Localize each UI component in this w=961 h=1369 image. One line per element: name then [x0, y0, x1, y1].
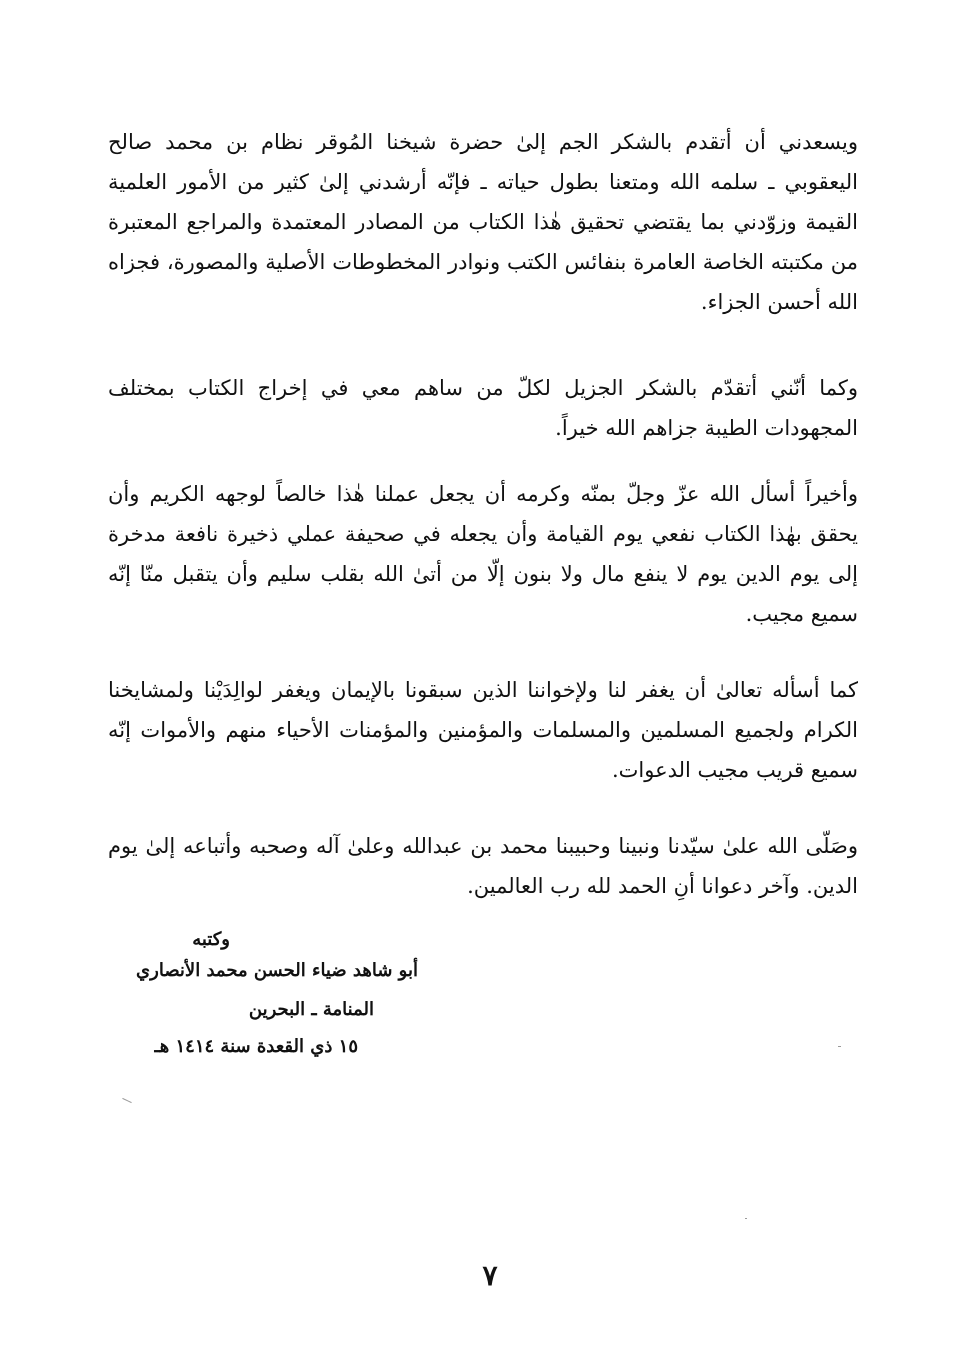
paragraph-salutation: وصَلّى الله علىٰ سيّدنا ونبينا وحبيبنا محمد بن عبدالله وعلىٰ آله وصحبه وأتباعه إلىٰ يوم الدين. وآخر دعوانا أنِ الحمد لله رب العالمين. [108, 834, 858, 898]
signature-author-name: أبو شاهد ضياء الحسن محمد الأنصاري [136, 960, 418, 981]
scan-speck [745, 1218, 747, 1219]
paragraph-forgiveness-prayer: كما أسأله تعالىٰ أن يغفر لنا ولإخواننا الذين سبقونا بالإيمان ويغفر لوالِدَيْنا ولمشايخنا الكرام ولجميع المسلمين والمسلمات والمؤمنين والمؤمنات الأحياء منهم والأموات إنّه سميع قريب مجيب الدعوات. [108, 678, 858, 782]
page-number: ٧ [482, 1259, 498, 1292]
paragraph-acknowledgement-sheikh: ويسعدني أن أتقدم بالشكر الجم إلىٰ حضرة شيخنا المُوقر نظام بن محمد صالح اليعقوبي ـ سلمه الله ومتعنا بطول حياته ـ فإنّه أرشدني إلىٰ كثير من الأمور العلمية القيمة وزوّدني بما يقتضي تحقيق هٰذا الكتاب من المصادر المعتمدة والمراجع المعتبرة من مكتبته الخاصة العامرة بنفائس الكتب ونوادر المخطوطات الأصلية والمصورة، فجزاه الله أحسن الجزاء. [108, 130, 858, 314]
paragraph-acknowledgement-contributors: وكما أنّني أتقدّم بالشكر الجزيل لكلّ من ساهم معي في إخراج الكتاب بمختلف المجهودات الطيبة جزاهم الله خيراً. [108, 376, 858, 440]
paragraph-closing-prayer: وأخيراً أسأل الله عزّ وجلّ بمنّه وكرمه أن يجعل عملنا هٰذا خالصاً لوجهه الكريم وأن يحقق بهٰذا الكتاب نفعي يوم القيامة وأن يجعله في صحيفة عملي ذخيرة نافعة مدخرة إلى يوم الدين يوم لا ينفع مال ولا بنون إلّا من أتىٰ الله بقلب سليم وأن يتقبل منّا إنّه سميع مجيب. [108, 482, 858, 626]
signature-place: المنامة ـ البحرين [248, 999, 374, 1020]
scan-speck [122, 1098, 131, 1103]
scan-speck [838, 1046, 841, 1047]
signature-intro: وكتبه [192, 929, 230, 950]
signature-date: ١٥ ذي القعدة سنة ١٤١٤ هـ [154, 1036, 358, 1057]
